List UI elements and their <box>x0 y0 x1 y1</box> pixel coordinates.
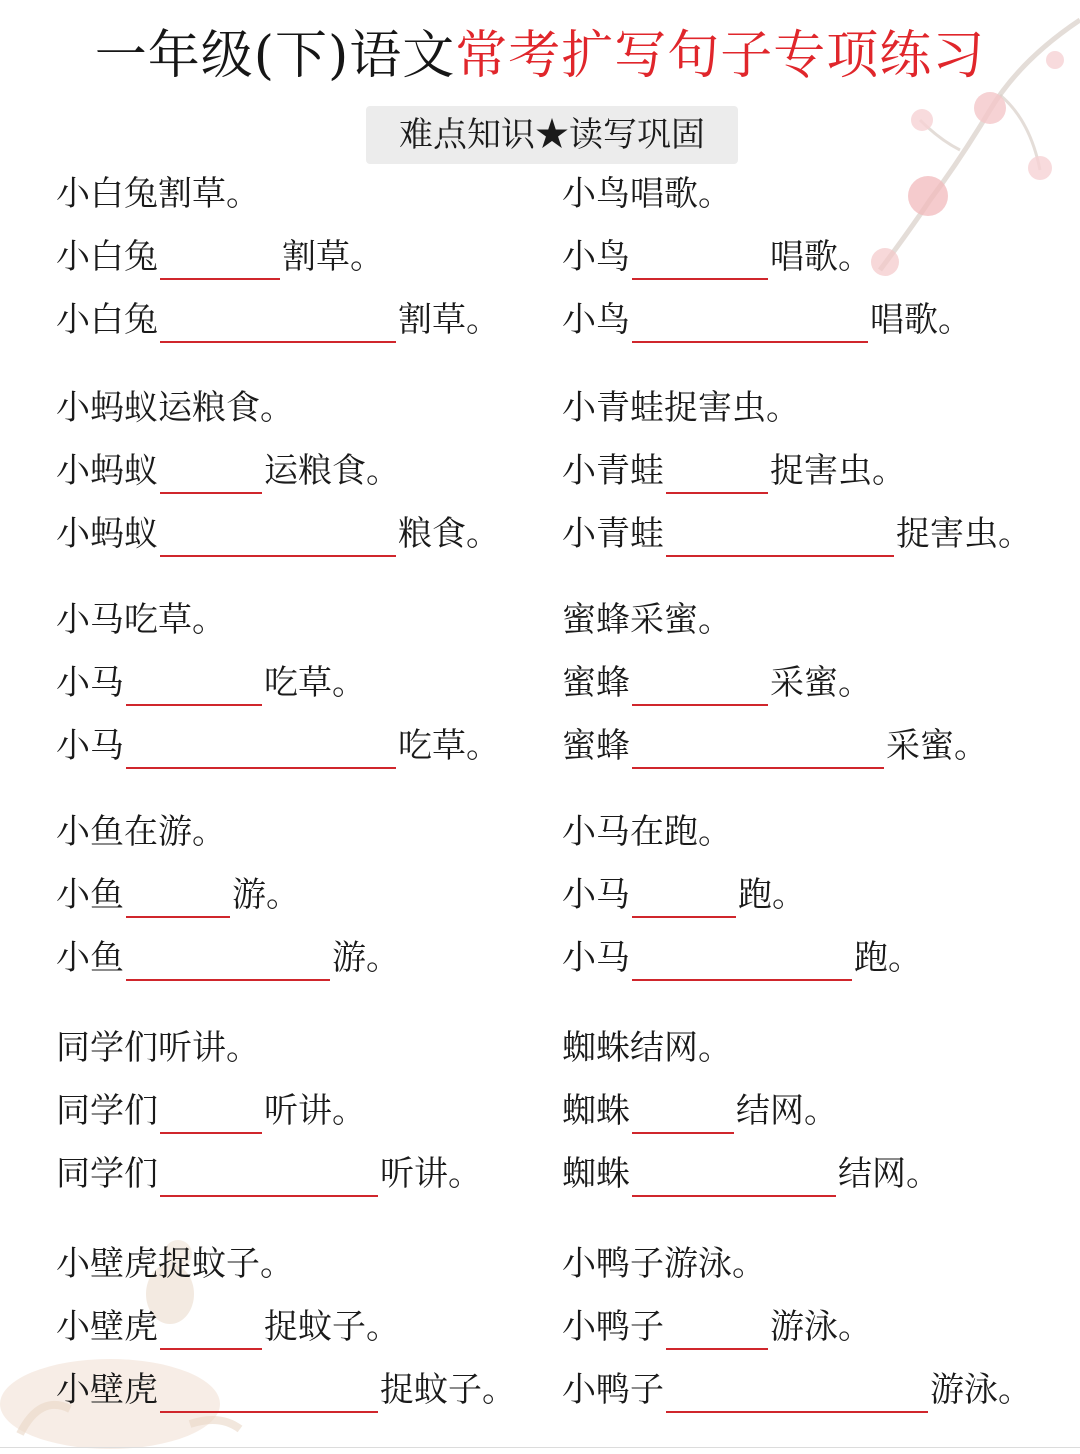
expand-line-long <box>562 1360 1032 1420</box>
expand-line-long <box>56 716 526 776</box>
subject-text: 小蚂蚁 <box>56 451 158 491</box>
expand-line-long <box>562 928 1032 988</box>
subject-text: 小蚂蚁 <box>56 514 158 554</box>
fill-in-blank[interactable] <box>632 676 768 706</box>
subject-text: 蜜蜂 <box>562 726 630 766</box>
title-black-part: 一年级(下)语文 <box>94 26 456 86</box>
subject-text: 小青蛙 <box>562 451 664 491</box>
subject-text: 小鸭子 <box>562 1307 664 1347</box>
predicate-text: 捉害虫。 <box>770 451 906 491</box>
subject-text: 蜜蜂 <box>562 663 630 703</box>
fill-in-blank[interactable] <box>160 527 396 557</box>
predicate-text: 跑。 <box>854 938 922 978</box>
predicate-text: 捉蚊子。 <box>380 1370 516 1410</box>
subject-text: 同学们 <box>56 1091 158 1131</box>
expand-line-short <box>56 865 526 925</box>
sentence-text: 小鸟唱歌。 <box>562 174 732 214</box>
expand-line-short <box>562 227 1032 287</box>
predicate-text: 游。 <box>232 875 300 915</box>
example-sentence <box>56 1018 526 1078</box>
example-sentence <box>562 590 1032 650</box>
subject-text: 小鱼 <box>56 938 124 978</box>
predicate-text: 跑。 <box>738 875 806 915</box>
fill-in-blank[interactable] <box>632 250 768 280</box>
sentence-text: 小鱼在游。 <box>56 812 226 852</box>
fill-in-blank[interactable] <box>160 1104 262 1134</box>
predicate-text: 吃草。 <box>398 726 500 766</box>
sentence-text: 蜘蛛结网。 <box>562 1028 732 1068</box>
predicate-text: 唱歌。 <box>870 300 972 340</box>
fill-in-blank[interactable] <box>160 250 280 280</box>
predicate-text: 听讲。 <box>380 1154 482 1194</box>
subject-text: 蜘蛛 <box>562 1154 630 1194</box>
subject-text: 小鱼 <box>56 875 124 915</box>
fill-in-blank[interactable] <box>160 1167 378 1197</box>
predicate-text: 捉蚊子。 <box>264 1307 400 1347</box>
example-sentence <box>56 590 526 650</box>
sentence-text: 同学们听讲。 <box>56 1028 260 1068</box>
sentence-text: 小青蛙捉害虫。 <box>562 388 800 428</box>
fill-in-blank[interactable] <box>160 1320 262 1350</box>
example-sentence <box>56 802 526 862</box>
predicate-text: 游泳。 <box>930 1370 1032 1410</box>
subject-text: 同学们 <box>56 1154 158 1194</box>
example-sentence <box>562 1234 1032 1294</box>
fill-in-blank[interactable] <box>126 951 330 981</box>
sentence-text: 小马吃草。 <box>56 600 226 640</box>
example-sentence <box>56 1234 526 1294</box>
fill-in-blank[interactable] <box>666 464 768 494</box>
expand-line-short <box>562 1297 1032 1357</box>
subject-text: 小壁虎 <box>56 1370 158 1410</box>
predicate-text: 结网。 <box>838 1154 940 1194</box>
fill-in-blank[interactable] <box>160 313 396 343</box>
subject-text: 小青蛙 <box>562 514 664 554</box>
predicate-text: 听讲。 <box>264 1091 366 1131</box>
fill-in-blank[interactable] <box>632 1104 734 1134</box>
sentence-text: 小白兔割草。 <box>56 174 260 214</box>
predicate-text: 割草。 <box>282 237 384 277</box>
expand-line-short <box>56 1297 526 1357</box>
expand-line-long <box>56 290 526 350</box>
fill-in-blank[interactable] <box>160 464 262 494</box>
expand-line-short <box>56 653 526 713</box>
fill-in-blank[interactable] <box>632 739 884 769</box>
predicate-text: 采蜜。 <box>886 726 988 766</box>
subject-text: 小马 <box>56 726 124 766</box>
expand-line-long <box>562 716 1032 776</box>
fill-in-blank[interactable] <box>632 313 868 343</box>
predicate-text: 游。 <box>332 938 400 978</box>
expand-line-long <box>56 928 526 988</box>
example-sentence <box>56 164 526 224</box>
predicate-text: 游泳。 <box>770 1307 872 1347</box>
expand-line-short <box>562 1081 1032 1141</box>
fill-in-blank[interactable] <box>632 951 852 981</box>
fill-in-blank[interactable] <box>632 888 736 918</box>
expand-line-short <box>562 441 1032 501</box>
bottom-divider <box>0 1447 1080 1448</box>
subject-text: 蜘蛛 <box>562 1091 630 1131</box>
sentence-text: 蜜蜂采蜜。 <box>562 600 732 640</box>
fill-in-blank[interactable] <box>126 888 230 918</box>
expand-line-short <box>56 441 526 501</box>
fill-in-blank[interactable] <box>666 1383 928 1413</box>
predicate-text: 捉害虫。 <box>896 514 1032 554</box>
page-title <box>0 18 1080 98</box>
sentence-text: 小蚂蚁运粮食。 <box>56 388 294 428</box>
example-sentence <box>56 378 526 438</box>
predicate-text: 运粮食。 <box>264 451 400 491</box>
expand-line-long <box>56 504 526 564</box>
fill-in-blank[interactable] <box>632 1167 836 1197</box>
expand-line-short <box>562 653 1032 713</box>
fill-in-blank[interactable] <box>160 1383 378 1413</box>
predicate-text: 割草。 <box>398 300 500 340</box>
sentence-text: 小壁虎捉蚊子。 <box>56 1244 294 1284</box>
fill-in-blank[interactable] <box>666 1320 768 1350</box>
subject-text: 小白兔 <box>56 237 158 277</box>
subject-text: 小鸭子 <box>562 1370 664 1410</box>
expand-line-short <box>56 227 526 287</box>
predicate-text: 采蜜。 <box>770 663 872 703</box>
expand-line-long <box>562 1144 1032 1204</box>
expand-line-short <box>562 865 1032 925</box>
predicate-text: 结网。 <box>736 1091 838 1131</box>
predicate-text: 粮食。 <box>398 514 500 554</box>
expand-line-long <box>56 1144 526 1204</box>
subject-text: 小白兔 <box>56 300 158 340</box>
subject-text: 小鸟 <box>562 237 630 277</box>
fill-in-blank[interactable] <box>126 676 262 706</box>
subject-text: 小马 <box>562 875 630 915</box>
expand-line-short <box>56 1081 526 1141</box>
sentence-text: 小马在跑。 <box>562 812 732 852</box>
predicate-text: 唱歌。 <box>770 237 872 277</box>
example-sentence <box>562 802 1032 862</box>
predicate-text: 吃草。 <box>264 663 366 703</box>
subject-text: 小壁虎 <box>56 1307 158 1347</box>
fill-in-blank[interactable] <box>666 527 894 557</box>
example-sentence <box>562 378 1032 438</box>
expand-line-long <box>562 290 1032 350</box>
sentence-text: 小鸭子游泳。 <box>562 1244 766 1284</box>
subtitle-banner: 难点知识★读写巩固 <box>366 106 738 164</box>
subject-text: 小马 <box>56 663 124 703</box>
example-sentence <box>562 1018 1032 1078</box>
subject-text: 小马 <box>562 938 630 978</box>
expand-line-long <box>562 504 1032 564</box>
subject-text: 小鸟 <box>562 300 630 340</box>
expand-line-long <box>56 1360 526 1420</box>
example-sentence <box>562 164 1032 224</box>
title-red-part: 常考扩写句子专项练习 <box>455 26 986 86</box>
fill-in-blank[interactable] <box>126 739 396 769</box>
